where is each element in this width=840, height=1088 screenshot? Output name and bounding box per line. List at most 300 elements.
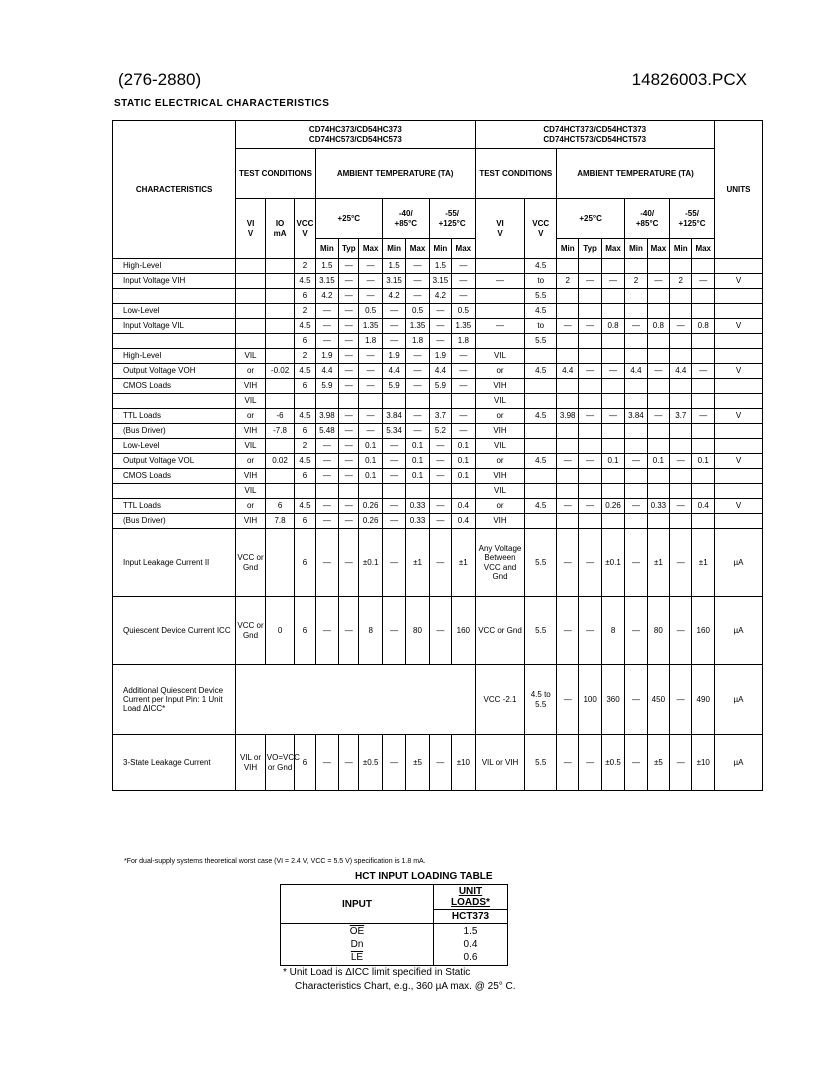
table-cell xyxy=(406,394,429,409)
table-cell: 0.1 xyxy=(406,439,429,454)
table-cell: 0.02 xyxy=(265,454,295,469)
table-cell: 6 xyxy=(295,514,315,529)
table-cell: 0.1 xyxy=(692,454,715,469)
table-cell: 3.15 xyxy=(429,274,451,289)
table-cell xyxy=(339,484,359,499)
table-cell: — xyxy=(452,259,475,274)
table-cell: 2 xyxy=(295,439,315,454)
table-cell xyxy=(265,439,295,454)
hct-t25-header: +25°C xyxy=(557,199,625,239)
hct-value-cell: — xyxy=(579,735,601,791)
hct-t85-header: -40/ +85°C xyxy=(625,199,670,239)
table-cell: 4.4 xyxy=(315,364,338,379)
hct-value-cell: — xyxy=(670,529,692,597)
table-cell: 0.26 xyxy=(359,499,382,514)
table-cell: 3.7 xyxy=(670,409,692,424)
table-row xyxy=(113,319,763,334)
hc-value-cell: — xyxy=(339,597,359,665)
hct-value-cell: — xyxy=(670,735,692,791)
table-row xyxy=(113,379,763,394)
table-cell: VIL xyxy=(475,349,525,364)
table-cell xyxy=(647,424,669,439)
table-cell: — xyxy=(670,454,692,469)
hc-min-125: Min xyxy=(429,239,451,259)
table-cell: 2 xyxy=(625,274,647,289)
table-cell: or xyxy=(475,499,525,514)
unit-load-note: * Unit Load is ΔICC limit specified in Static Characteristics Chart, e.g., 360 µA max. @ 25° C. xyxy=(283,967,516,992)
table-cell xyxy=(525,514,557,529)
hc-test-conditions-header: TEST CONDITIONS xyxy=(236,149,315,199)
table-cell: 2 xyxy=(295,259,315,274)
table-cell: — xyxy=(359,274,382,289)
table-cell: 0.4 xyxy=(692,499,715,514)
hct-value-cell: — xyxy=(625,529,647,597)
loading-table-title: HCT INPUT LOADING TABLE xyxy=(355,871,493,882)
table-cell: 1.5 xyxy=(429,259,451,274)
table-cell: — xyxy=(406,409,429,424)
hct-value-cell: ±10 xyxy=(692,735,715,791)
characteristic-label: Low-Level xyxy=(113,439,236,454)
table-cell: — xyxy=(339,409,359,424)
table-cell xyxy=(714,334,762,349)
table-cell: — xyxy=(382,304,405,319)
hct-vi-cell: VIL or VIH xyxy=(475,735,525,791)
characteristic-label: Output Voltage VOH xyxy=(113,364,236,379)
table-cell xyxy=(692,469,715,484)
table-cell xyxy=(315,394,338,409)
table-cell: 1.5 xyxy=(382,259,405,274)
unit-load-values xyxy=(434,924,508,966)
hct-vi-cell: Any Voltage Between VCC and Gnd xyxy=(475,529,525,597)
table-cell: — xyxy=(315,514,338,529)
table-row xyxy=(113,514,763,529)
table-cell xyxy=(579,334,601,349)
table-cell: VIL xyxy=(475,439,525,454)
hc-value-cell: ±1 xyxy=(406,529,429,597)
table-cell: — xyxy=(406,289,429,304)
hct-value-cell: ±0.5 xyxy=(601,735,624,791)
table-cell: — xyxy=(406,274,429,289)
table-row xyxy=(113,424,763,439)
table-cell: — xyxy=(692,274,715,289)
table-cell xyxy=(475,259,525,274)
table-cell xyxy=(601,379,624,394)
hct-value-cell: 450 xyxy=(647,665,669,735)
table-cell: -0.02 xyxy=(265,364,295,379)
table-cell: 4.2 xyxy=(382,289,405,304)
table-cell xyxy=(557,289,579,304)
table-cell xyxy=(339,394,359,409)
hct-value-cell: — xyxy=(557,665,579,735)
table-cell xyxy=(236,334,266,349)
table-cell: 2 xyxy=(295,349,315,364)
table-cell: — xyxy=(475,274,525,289)
hc-vi-header: VI V xyxy=(236,199,266,259)
hct-value-cell: ±5 xyxy=(647,735,669,791)
table-cell xyxy=(692,349,715,364)
table-cell xyxy=(670,514,692,529)
hc-value-cell: — xyxy=(339,529,359,597)
table-cell: 7.8 xyxy=(265,514,295,529)
hc-vcc-cell: 6 xyxy=(295,735,315,791)
table-cell: 4.4 xyxy=(382,364,405,379)
hc-value-cell: — xyxy=(429,597,451,665)
hc-t125-header: -55/ +125°C xyxy=(429,199,475,239)
table-cell: — xyxy=(315,334,338,349)
table-cell: 1.8 xyxy=(452,334,475,349)
table-cell xyxy=(429,394,451,409)
hct-value-cell: — xyxy=(625,735,647,791)
table-cell: 2 xyxy=(557,274,579,289)
table-cell xyxy=(265,394,295,409)
table-cell: 4.5 xyxy=(525,499,557,514)
table-cell: — xyxy=(429,319,451,334)
table-cell xyxy=(601,289,624,304)
table-cell: — xyxy=(339,514,359,529)
table-cell xyxy=(525,484,557,499)
hct-value-cell: — xyxy=(557,597,579,665)
table-cell xyxy=(647,304,669,319)
table-cell: 1.8 xyxy=(406,334,429,349)
table-cell xyxy=(557,469,579,484)
table-cell xyxy=(475,334,525,349)
hct-vcc-header: VCC V xyxy=(525,199,557,259)
hc-empty-cell xyxy=(236,665,475,735)
table-cell: V xyxy=(714,499,762,514)
table-cell xyxy=(295,484,315,499)
table-cell xyxy=(525,424,557,439)
table-cell: 0.33 xyxy=(406,514,429,529)
table-cell: — xyxy=(315,499,338,514)
table-cell: — xyxy=(625,319,647,334)
table-cell xyxy=(625,469,647,484)
hct-max-85: Max xyxy=(647,239,669,259)
table-row xyxy=(113,259,763,274)
table-cell: 4.5 xyxy=(525,259,557,274)
table-cell xyxy=(692,424,715,439)
table-cell: V xyxy=(714,454,762,469)
table-cell: VIL xyxy=(475,484,525,499)
table-cell xyxy=(647,514,669,529)
table-row-three-state xyxy=(113,735,763,791)
table-cell xyxy=(670,304,692,319)
units-cell: µA xyxy=(714,735,762,791)
input-dn: Dn xyxy=(350,939,364,950)
hct-value-cell: — xyxy=(557,529,579,597)
table-cell: — xyxy=(625,454,647,469)
table-row xyxy=(113,469,763,484)
table-cell xyxy=(236,274,266,289)
table-cell xyxy=(557,514,579,529)
units-cell: µA xyxy=(714,665,762,735)
table-cell xyxy=(475,289,525,304)
hct-max-125: Max xyxy=(692,239,715,259)
table-row xyxy=(113,394,763,409)
hct-min-85: Min xyxy=(625,239,647,259)
table-cell xyxy=(714,379,762,394)
input-le: $\overline{LE}$ xyxy=(350,952,364,963)
hc-io-cell: VO=VCC or Gnd xyxy=(265,735,295,791)
table-cell xyxy=(647,484,669,499)
table-cell: V xyxy=(714,409,762,424)
table-cell: 5.34 xyxy=(382,424,405,439)
hct-t125-header: -55/ +125°C xyxy=(670,199,715,239)
table-cell xyxy=(714,484,762,499)
characteristic-label: High-Level xyxy=(113,349,236,364)
table-cell: — xyxy=(359,424,382,439)
table-cell xyxy=(265,334,295,349)
table-cell: 4.5 xyxy=(525,409,557,424)
table-cell xyxy=(236,259,266,274)
table-cell: VIL xyxy=(236,394,266,409)
table-cell: 6 xyxy=(295,289,315,304)
table-cell xyxy=(525,394,557,409)
table-cell: 0.26 xyxy=(601,499,624,514)
table-cell: 4.5 xyxy=(525,364,557,379)
table-cell xyxy=(670,289,692,304)
table-cell xyxy=(601,334,624,349)
table-cell: — xyxy=(359,289,382,304)
table-cell xyxy=(647,289,669,304)
table-cell: 4.4 xyxy=(625,364,647,379)
table-cell: 0.4 xyxy=(452,514,475,529)
table-cell xyxy=(601,304,624,319)
table-cell xyxy=(265,349,295,364)
table-cell xyxy=(295,394,315,409)
table-cell: — xyxy=(429,514,451,529)
table-cell: — xyxy=(406,424,429,439)
table-cell: 0.5 xyxy=(406,304,429,319)
table-cell: 1.8 xyxy=(359,334,382,349)
table-cell: — xyxy=(339,454,359,469)
table-cell: VIH xyxy=(475,424,525,439)
table-cell: — xyxy=(601,364,624,379)
table-cell: — xyxy=(382,319,405,334)
document-code: (276-2880) xyxy=(118,70,202,89)
table-cell: VIH xyxy=(236,514,266,529)
static-characteristics-table xyxy=(112,120,763,791)
table-cell xyxy=(601,424,624,439)
table-cell: — xyxy=(475,319,525,334)
table-cell xyxy=(647,439,669,454)
table-cell xyxy=(625,334,647,349)
table-cell xyxy=(236,319,266,334)
hct-min-125: Min xyxy=(670,239,692,259)
footnote: *For dual-supply systems theoretical worst case (VI = 2.4 V, VCC = 5.5 V) specification is 1.8 mA. xyxy=(124,858,426,865)
table-cell xyxy=(692,439,715,454)
hct373-header: HCT373 xyxy=(434,910,508,924)
table-cell xyxy=(579,484,601,499)
table-cell xyxy=(265,289,295,304)
table-row xyxy=(113,499,763,514)
table-cell: — xyxy=(452,379,475,394)
hc-min-85: Min xyxy=(382,239,405,259)
table-cell xyxy=(557,394,579,409)
table-cell xyxy=(625,394,647,409)
table-cell: — xyxy=(647,274,669,289)
table-cell xyxy=(625,439,647,454)
table-cell xyxy=(359,484,382,499)
hct-vi-header: VI V xyxy=(475,199,525,259)
table-cell: 4.5 xyxy=(295,454,315,469)
table-row-input-leakage xyxy=(113,529,763,597)
table-cell: -6 xyxy=(265,409,295,424)
table-cell: or xyxy=(236,454,266,469)
table-cell xyxy=(692,514,715,529)
table-cell: 6 xyxy=(265,499,295,514)
table-cell xyxy=(647,259,669,274)
table-cell xyxy=(692,304,715,319)
table-cell: — xyxy=(647,409,669,424)
table-cell xyxy=(579,289,601,304)
table-cell xyxy=(265,274,295,289)
table-cell: 0.1 xyxy=(359,454,382,469)
input-names xyxy=(281,924,434,966)
hc-t85-header: -40/ +85°C xyxy=(382,199,429,239)
table-cell: — xyxy=(452,364,475,379)
table-cell: 4.5 xyxy=(295,499,315,514)
hc-vcc-cell: 6 xyxy=(295,597,315,665)
table-cell xyxy=(315,484,338,499)
table-cell xyxy=(236,304,266,319)
table-cell: 4.5 xyxy=(525,454,557,469)
hc-value-cell: — xyxy=(429,529,451,597)
table-cell: VIH xyxy=(475,379,525,394)
table-cell: — xyxy=(339,349,359,364)
table-cell xyxy=(692,484,715,499)
hct-vi-cell: VCC -2.1 xyxy=(475,665,525,735)
table-cell: 1.35 xyxy=(406,319,429,334)
table-cell: VIH xyxy=(236,424,266,439)
hc-value-cell: ±1 xyxy=(452,529,475,597)
table-cell xyxy=(714,289,762,304)
table-cell: — xyxy=(382,514,405,529)
table-cell: 5.5 xyxy=(525,334,557,349)
table-cell xyxy=(670,259,692,274)
characteristic-label: Input Voltage VIH xyxy=(113,274,236,289)
table-cell: 0.1 xyxy=(647,454,669,469)
table-cell: 0.5 xyxy=(359,304,382,319)
table-cell: 1.9 xyxy=(315,349,338,364)
hc-value-cell: — xyxy=(429,735,451,791)
table-cell: VIL xyxy=(236,484,266,499)
table-cell: — xyxy=(315,319,338,334)
table-cell xyxy=(265,319,295,334)
table-cell: V xyxy=(714,364,762,379)
table-cell: — xyxy=(406,364,429,379)
table-cell: — xyxy=(339,274,359,289)
characteristic-label xyxy=(113,394,236,409)
hc-t25-header: +25°C xyxy=(315,199,382,239)
table-cell: — xyxy=(557,499,579,514)
load-dn: 0.4 xyxy=(463,939,478,950)
hc-vcc-header: VCC V xyxy=(295,199,315,259)
table-cell xyxy=(670,334,692,349)
table-cell: 3.15 xyxy=(382,274,405,289)
hct-value-cell: — xyxy=(625,665,647,735)
table-cell xyxy=(625,424,647,439)
table-cell xyxy=(579,424,601,439)
characteristic-label: TTL Loads xyxy=(113,409,236,424)
table-cell xyxy=(265,304,295,319)
units-cell: µA xyxy=(714,529,762,597)
hc-vi-cell: VCC or Gnd xyxy=(236,529,266,597)
table-cell: 2 xyxy=(670,274,692,289)
table-row xyxy=(113,484,763,499)
table-row xyxy=(113,364,763,379)
table-cell: — xyxy=(339,499,359,514)
hct-vcc-cell: 5.5 xyxy=(525,597,557,665)
table-cell: 4.5 xyxy=(295,274,315,289)
table-cell: 1.9 xyxy=(429,349,451,364)
table-cell xyxy=(714,514,762,529)
table-cell: or xyxy=(475,454,525,469)
table-cell: — xyxy=(406,379,429,394)
table-cell xyxy=(579,394,601,409)
table-cell: — xyxy=(315,304,338,319)
characteristic-label: High-Level xyxy=(113,259,236,274)
table-cell xyxy=(625,379,647,394)
hc-value-cell: — xyxy=(315,529,338,597)
table-cell: VIH xyxy=(475,514,525,529)
table-cell: 3.84 xyxy=(625,409,647,424)
units-header: UNITS xyxy=(714,121,762,259)
table-cell: — xyxy=(692,409,715,424)
hc-io-cell xyxy=(265,529,295,597)
table-cell xyxy=(714,304,762,319)
hct-value-cell: 80 xyxy=(647,597,669,665)
hct-value-cell: — xyxy=(557,735,579,791)
table-cell xyxy=(601,259,624,274)
characteristic-label: (Bus Driver) xyxy=(113,514,236,529)
hct-value-cell: 360 xyxy=(601,665,624,735)
table-cell xyxy=(579,514,601,529)
table-cell: VIH xyxy=(236,469,266,484)
table-cell: 6 xyxy=(295,424,315,439)
hc-vi-cell: VIL or VIH xyxy=(236,735,266,791)
table-cell xyxy=(265,259,295,274)
table-cell: 0.26 xyxy=(359,514,382,529)
hct-value-cell: — xyxy=(625,597,647,665)
hc-vcc-cell: 6 xyxy=(295,529,315,597)
table-cell xyxy=(475,304,525,319)
table-cell xyxy=(670,439,692,454)
table-cell: 4.5 xyxy=(525,304,557,319)
table-cell: or xyxy=(236,364,266,379)
hc-value-cell: 80 xyxy=(406,597,429,665)
table-cell: 1.9 xyxy=(382,349,405,364)
table-cell: 0.1 xyxy=(359,439,382,454)
table-cell: or xyxy=(475,409,525,424)
table-cell: 5.9 xyxy=(315,379,338,394)
table-cell xyxy=(714,349,762,364)
table-cell: 5.9 xyxy=(429,379,451,394)
table-cell xyxy=(692,334,715,349)
characteristic-label: Output Voltage VOL xyxy=(113,454,236,469)
characteristic-label: Low-Level xyxy=(113,304,236,319)
hct-value-cell: 8 xyxy=(601,597,624,665)
characteristic-label: (Bus Driver) xyxy=(113,424,236,439)
table-cell: to xyxy=(525,274,557,289)
table-cell: 5.5 xyxy=(525,289,557,304)
table-cell: — xyxy=(339,469,359,484)
table-cell: — xyxy=(359,409,382,424)
table-cell xyxy=(670,394,692,409)
table-cell: — xyxy=(359,259,382,274)
table-cell: 3.98 xyxy=(315,409,338,424)
table-cell xyxy=(625,484,647,499)
hc-value-cell: ±5 xyxy=(406,735,429,791)
